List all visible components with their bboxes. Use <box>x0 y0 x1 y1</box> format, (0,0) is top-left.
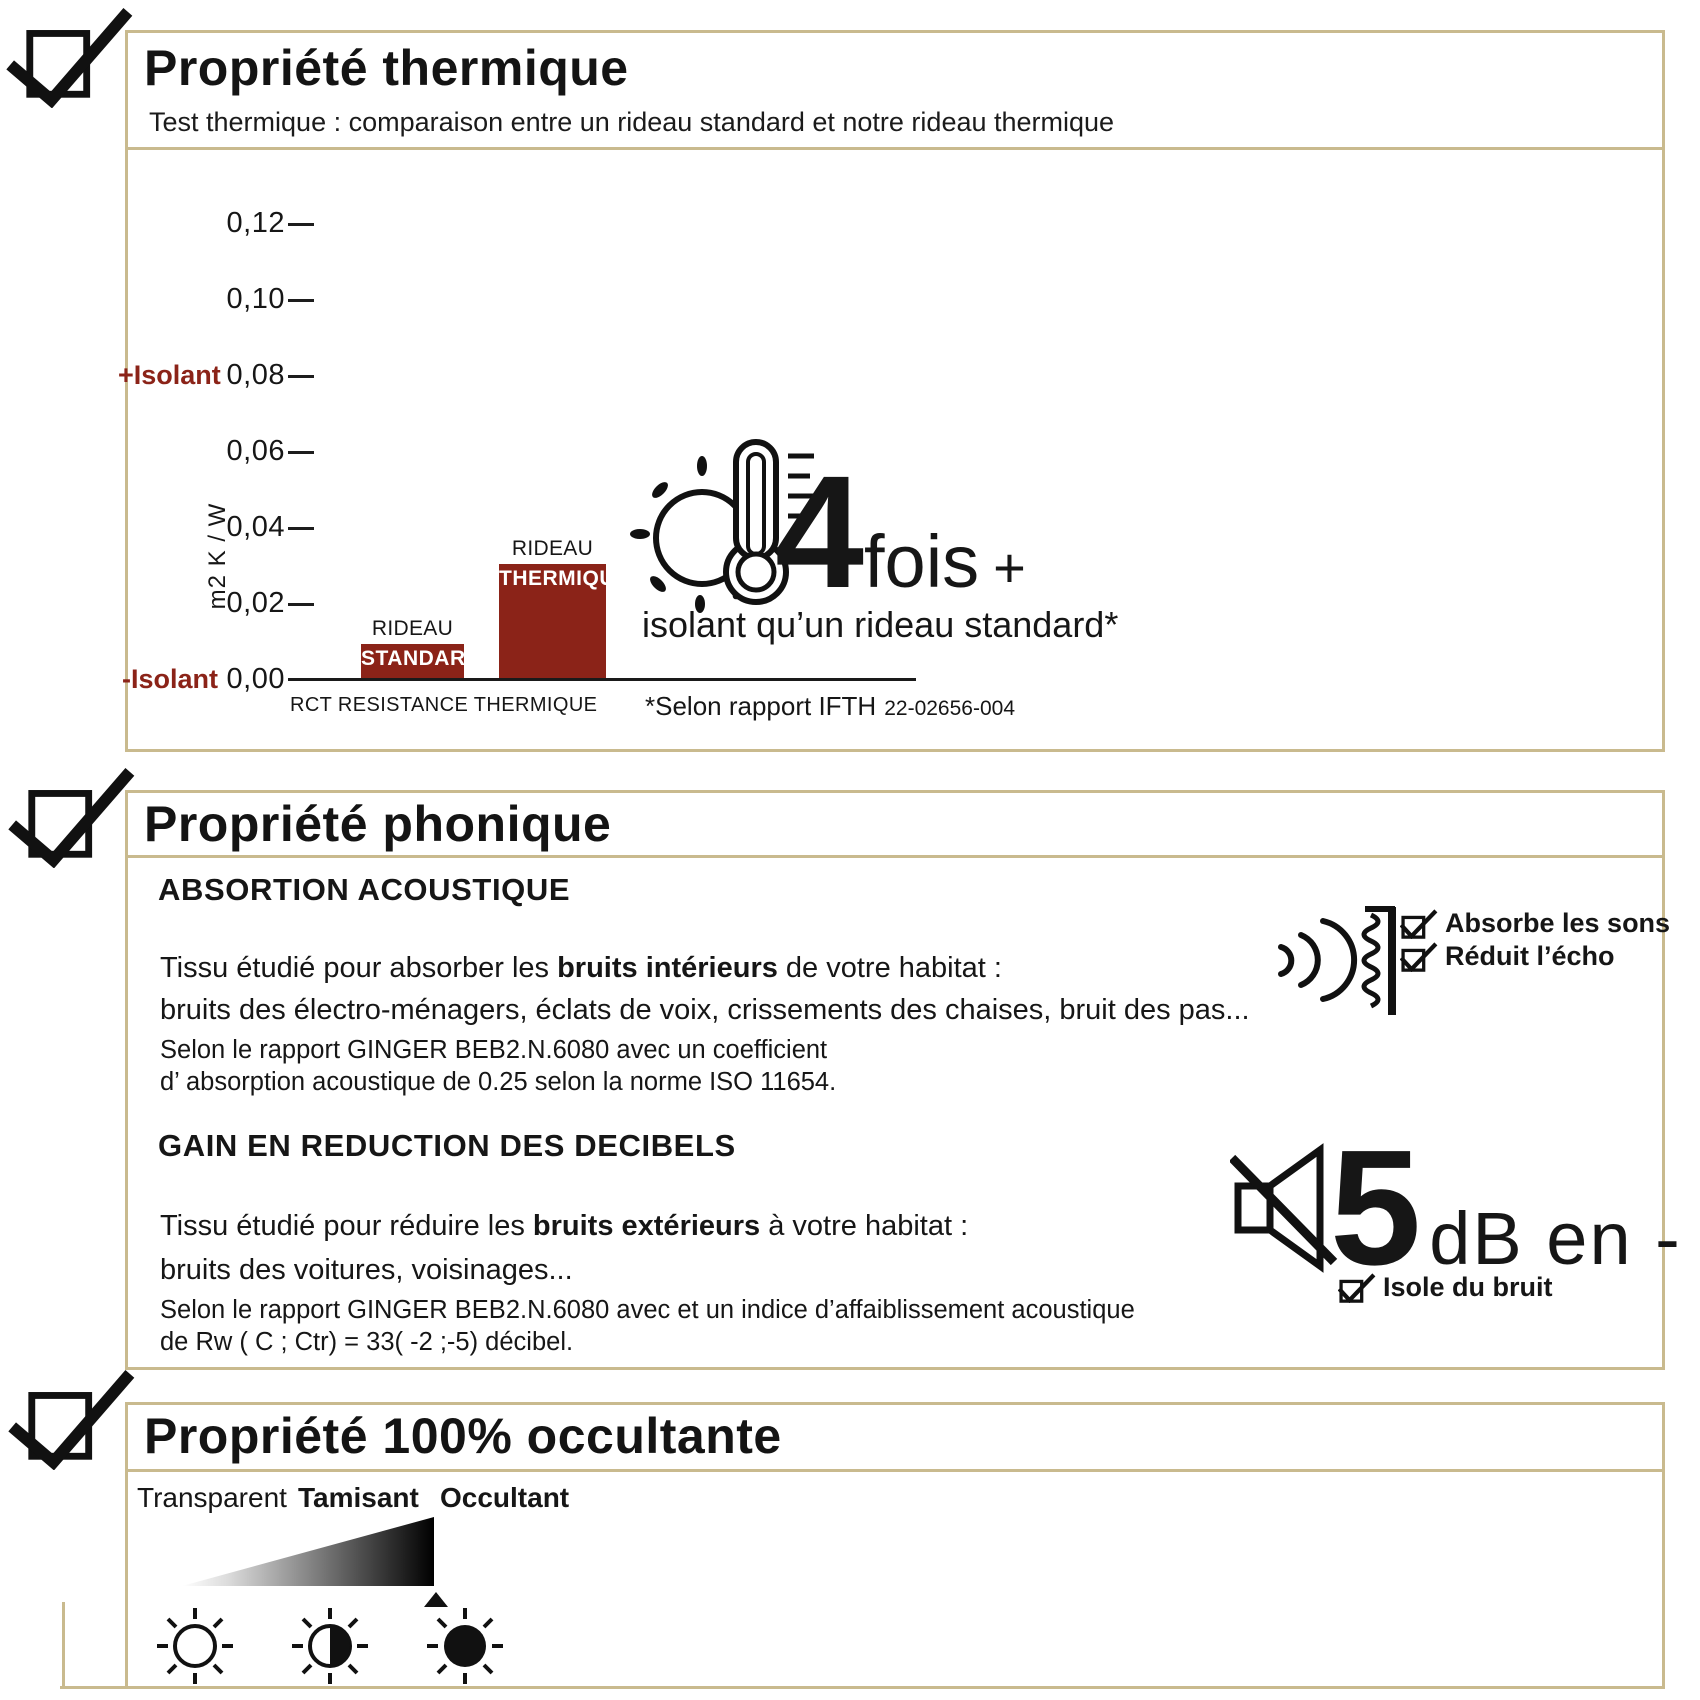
y-tick-label: 0,12 <box>226 207 285 239</box>
highlight-plus: + <box>993 536 1026 599</box>
decibel-unit: dB en - <box>1429 1197 1682 1280</box>
y-axis-unit-label: m2 K / W <box>204 502 231 610</box>
blackout-header <box>128 1405 1662 1472</box>
reduction-line1-post: à votre habitat : <box>760 1210 969 1242</box>
axis-plus-isolant-label: +Isolant <box>118 360 221 390</box>
y-tick-mark <box>288 527 314 530</box>
small-checked-checkbox-icon <box>1338 1273 1376 1303</box>
scale-label-occultant: Occultant <box>440 1482 570 1513</box>
x-axis-line <box>288 678 916 681</box>
y-tick-mark <box>288 603 314 606</box>
thermal-header <box>128 33 1662 150</box>
blackout-title: Propriété 100% occultante <box>144 1408 782 1464</box>
checked-checkbox-icon <box>6 6 134 108</box>
reduction-line2: bruits des voitures, voisinages... <box>160 1254 573 1286</box>
footnote-report-number: 22-02656-004 <box>884 697 1015 720</box>
bar-label-inside: THERMIQUE <box>499 567 630 590</box>
reduction-line1-bold: bruits extérieurs <box>532 1210 761 1242</box>
thermal-highlight-caption: isolant qu’un rideau standard* <box>642 604 1119 645</box>
highlight-number: 4 <box>775 442 862 621</box>
y-tick-mark <box>288 299 314 302</box>
footnote-text: *Selon rapport IFTH <box>645 691 877 721</box>
decibel-number: 5 <box>1330 1116 1422 1299</box>
scale-label-tamisant: Tamisant <box>298 1482 419 1513</box>
phonic-header <box>128 793 1662 858</box>
page-edge-line <box>62 1602 65 1689</box>
reduce-echo-check-row <box>1400 941 1615 972</box>
y-tick-mark <box>288 375 314 378</box>
sun-outline-icon <box>157 1608 233 1684</box>
reduction-line3: Selon le rapport GINGER BEB2.N.6080 avec et un indice d’affaiblissement acoustique <box>160 1296 1135 1324</box>
y-tick-label: 0,08 <box>226 359 285 391</box>
page-edge-line <box>60 1686 130 1689</box>
reduce-echo-label: Réduit l’écho <box>1445 941 1615 971</box>
y-tick-label: 0,04 <box>226 511 285 543</box>
absorb-sound-check-row <box>1400 908 1670 939</box>
muted-speaker-icon <box>1230 1142 1338 1274</box>
isolate-noise-check-row <box>1338 1272 1553 1303</box>
highlight-word: fois <box>863 520 980 603</box>
y-tick-label: 0,02 <box>226 587 285 619</box>
thermal-subtitle: Test thermique : comparaison entre un rideau standard et notre rideau thermique <box>149 107 1115 137</box>
absorption-line4: d’ absorption acoustique de 0.25 selon la norme ISO 11654. <box>160 1068 837 1096</box>
isolate-noise-label: Isole du bruit <box>1383 1272 1553 1302</box>
sound-waves-curtain-icon <box>1265 903 1405 1019</box>
y-tick-mark <box>288 451 314 454</box>
decibel-heading: GAIN EN REDUCTION DES DECIBELS <box>158 1128 736 1163</box>
absorption-line2: bruits des électro-ménagers, éclats de voix, crissements des chaises, bruit des pas... <box>160 994 1250 1026</box>
reduction-line1-pre: Tissu étudié pour réduire les <box>160 1210 533 1242</box>
bar-label-inside: STANDARD <box>361 647 482 670</box>
reduction-line4: de Rw ( C ; Ctr) = 33( -2 ;-5) décibel. <box>160 1328 574 1356</box>
small-checked-checkbox-icon <box>1400 909 1438 939</box>
x-axis-caption: RCT RESISTANCE THERMIQUE <box>290 694 598 716</box>
checked-checkbox-icon <box>8 1368 136 1470</box>
opacity-gradient-triangle <box>180 1515 438 1589</box>
light-level-sun-icons <box>140 1602 520 1690</box>
sun-filled-icon <box>427 1608 503 1684</box>
bar-label-above: RIDEAU <box>371 617 454 640</box>
bar-label-above: RIDEAU <box>511 537 594 560</box>
scale-label-transparent: Transparent <box>137 1482 287 1513</box>
y-tick-label: 0,06 <box>226 435 285 467</box>
absorption-line1-post: de votre habitat : <box>777 952 1002 984</box>
decibel-highlight <box>1330 1116 1682 1299</box>
absorption-line1 <box>160 952 1002 985</box>
checked-checkbox-icon <box>8 766 136 868</box>
absorption-line3: Selon le rapport GINGER BEB2.N.6080 avec un coefficient <box>160 1036 828 1064</box>
absorption-line1-pre: Tissu étudié pour absorber les <box>160 952 558 984</box>
y-tick-label: 0,00 <box>226 663 285 695</box>
thermal-title: Propriété thermique <box>144 40 629 96</box>
phonic-title: Propriété phonique <box>144 796 612 852</box>
absorption-heading: ABSORTION ACOUSTIQUE <box>158 872 571 907</box>
reduction-line1 <box>160 1210 968 1243</box>
absorption-line1-bold: bruits intérieurs <box>557 952 778 984</box>
y-tick-label: 0,10 <box>226 283 285 315</box>
y-tick-mark <box>288 223 314 226</box>
sun-half-icon <box>292 1608 368 1684</box>
absorb-sound-label: Absorbe les sons <box>1445 908 1671 938</box>
thermal-highlight <box>775 442 1026 621</box>
axis-minus-isolant-label: -Isolant <box>121 664 218 694</box>
chart-footnote <box>645 691 1015 722</box>
small-checked-checkbox-icon <box>1400 942 1438 972</box>
